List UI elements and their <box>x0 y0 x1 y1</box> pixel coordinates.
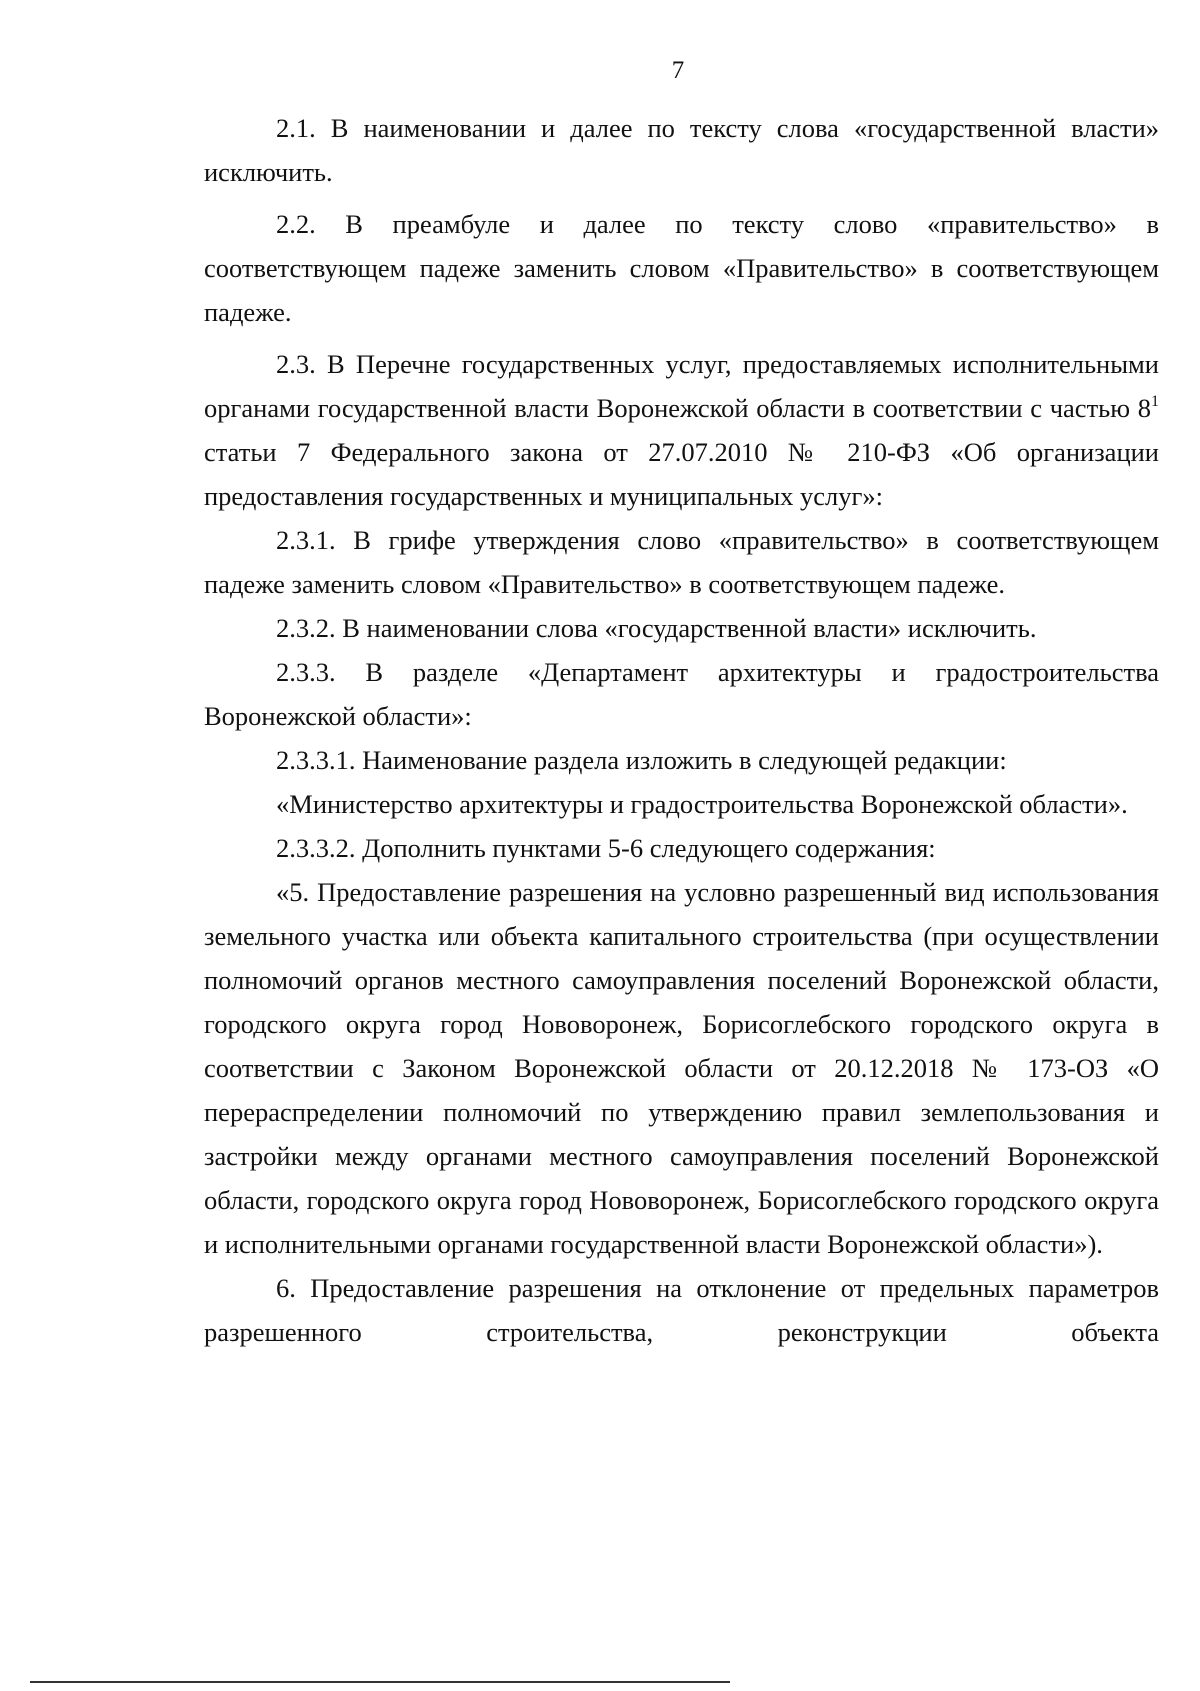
bottom-rule <box>30 1681 730 1683</box>
paragraph-2-3-1: 2.3.1. В грифе утверждения слово «правительство» в соответствующем падеже заменить словом «Правительство» в соответствующем падеже. <box>204 525 1159 599</box>
paragraph-2-3-text-before: 2.3. В Перечне государственных услуг, предоставляемых исполнительными органами государственной власти Воронежской области в соответствии с частью 8 <box>204 349 1159 423</box>
paragraph-2-1: 2.1. В наименовании и далее по тексту слова «государственной власти» исключить. <box>204 113 1159 187</box>
paragraph-2-2: 2.2. В преамбуле и далее по тексту слово «правительство» в соответствующем падеже заменить словом «Правительство» в соответствующем падеже. <box>204 209 1159 327</box>
paragraph-2-3-3: 2.3.3. В разделе «Департамент архитектуры и градостроительства Воронежской области»: <box>204 657 1159 731</box>
paragraph-item-6: 6. Предоставление разрешения на отклонение от предельных параметров разрешенного строительства, реконструкции объекта <box>204 1273 1159 1347</box>
paragraph-2-3-2: 2.3.2. В наименовании слова «государственной власти» исключить. <box>276 613 1037 643</box>
paragraph-ministry-name: «Министерство архитектуры и градостроительства Воронежской области». <box>276 789 1128 819</box>
page-number: 7 <box>671 57 685 84</box>
paragraph-2-3 <box>204 342 1159 518</box>
paragraph-item-5: «5. Предоставление разрешения на условно разрешенный вид использования земельного участка или объекта капитального строительства (при осуществлении полномочий органов местного самоуправления поселений Воронежской области, городского округа город Нововоронеж, Борисоглебского городского округа в соответствии с Законом Воронежской области от 20.12.2018 № 173-ОЗ «О перераспределении полномочий по утверждению правил землепользования и застройки между органами местного самоуправления поселений Воронежской области, городского округа город Нововоронеж, Борисоглебского городского округа и исполнительными органами государственной власти Воронежской области»). <box>204 877 1159 1259</box>
paragraph-2-3-3-1: 2.3.3.1. Наименование раздела изложить в следующей редакции: <box>276 745 1007 775</box>
paragraph-2-3-superscript: 1 <box>1151 393 1159 410</box>
document-body <box>204 106 1159 1354</box>
paragraph-2-3-3-2: 2.3.3.2. Дополнить пунктами 5-6 следующего содержания: <box>276 833 936 863</box>
paragraph-2-3-text-after: статьи 7 Федерального закона от 27.07.2010 № 210-ФЗ «Об организации предоставления государственных и муниципальных услуг»: <box>204 437 1159 511</box>
